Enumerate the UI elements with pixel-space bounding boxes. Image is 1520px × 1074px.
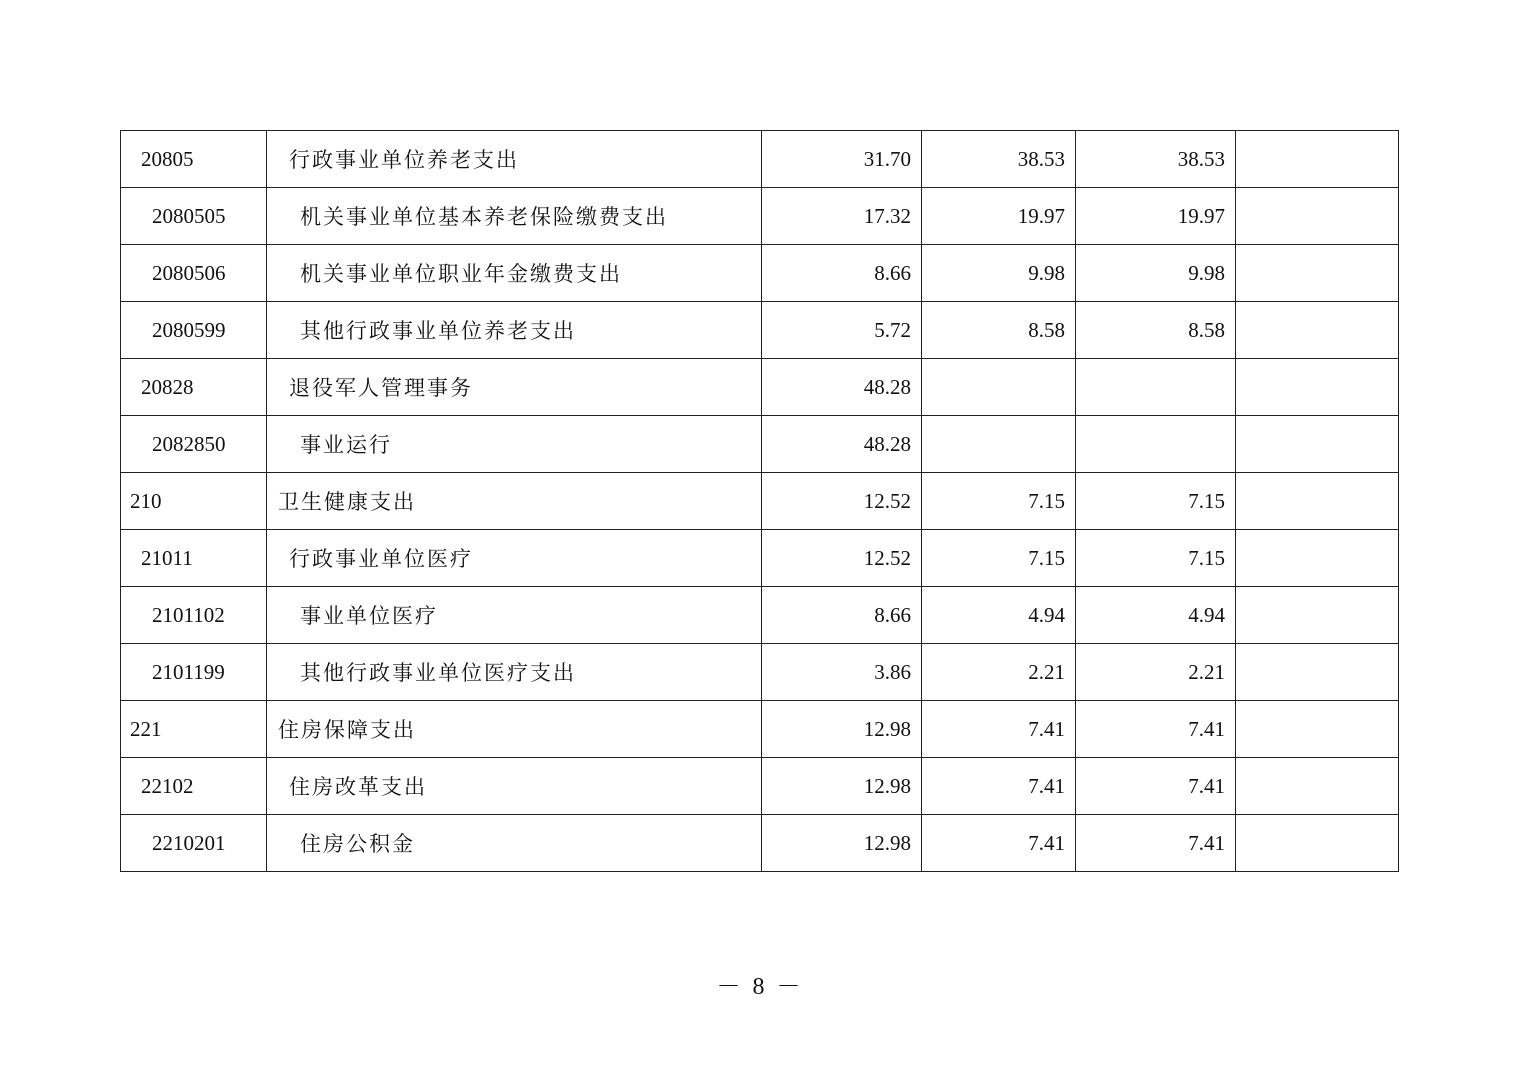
subject-code-cell: 210 bbox=[121, 473, 267, 530]
table-row bbox=[121, 188, 1399, 245]
subject-name-cell: 其他行政事业单位养老支出 bbox=[267, 302, 762, 359]
value-cell-4 bbox=[1236, 131, 1399, 188]
value-cell-1: 48.28 bbox=[762, 416, 922, 473]
value-cell-4 bbox=[1236, 359, 1399, 416]
value-cell-2: 7.41 bbox=[922, 815, 1076, 872]
table-row bbox=[121, 131, 1399, 188]
value-cell-3: 7.15 bbox=[1076, 473, 1236, 530]
value-cell-1: 48.28 bbox=[762, 359, 922, 416]
value-cell-2: 7.41 bbox=[922, 701, 1076, 758]
subject-code-cell: 20828 bbox=[121, 359, 267, 416]
value-cell-3: 7.41 bbox=[1076, 758, 1236, 815]
value-cell-4 bbox=[1236, 644, 1399, 701]
value-cell-3: 2.21 bbox=[1076, 644, 1236, 701]
subject-name-cell: 机关事业单位职业年金缴费支出 bbox=[267, 245, 762, 302]
value-cell-1: 8.66 bbox=[762, 587, 922, 644]
value-cell-4 bbox=[1236, 701, 1399, 758]
subject-code-cell: 20805 bbox=[121, 131, 267, 188]
value-cell-2: 2.21 bbox=[922, 644, 1076, 701]
value-cell-4 bbox=[1236, 530, 1399, 587]
subject-name-cell: 住房保障支出 bbox=[267, 701, 762, 758]
budget-table-body bbox=[121, 131, 1399, 872]
value-cell-2: 7.41 bbox=[922, 758, 1076, 815]
subject-code-cell: 2080599 bbox=[121, 302, 267, 359]
subject-name-cell: 事业运行 bbox=[267, 416, 762, 473]
value-cell-1: 17.32 bbox=[762, 188, 922, 245]
subject-code-cell: 221 bbox=[121, 701, 267, 758]
value-cell-1: 31.70 bbox=[762, 131, 922, 188]
value-cell-1: 12.98 bbox=[762, 758, 922, 815]
value-cell-1: 12.52 bbox=[762, 473, 922, 530]
table-row bbox=[121, 416, 1399, 473]
value-cell-1: 12.98 bbox=[762, 815, 922, 872]
subject-name-cell: 住房公积金 bbox=[267, 815, 762, 872]
value-cell-4 bbox=[1236, 302, 1399, 359]
table-row bbox=[121, 758, 1399, 815]
subject-code-cell: 21011 bbox=[121, 530, 267, 587]
value-cell-3: 4.94 bbox=[1076, 587, 1236, 644]
value-cell-1: 12.98 bbox=[762, 701, 922, 758]
value-cell-4 bbox=[1236, 188, 1399, 245]
value-cell-3: 9.98 bbox=[1076, 245, 1236, 302]
subject-name-cell: 事业单位医疗 bbox=[267, 587, 762, 644]
value-cell-3: 7.15 bbox=[1076, 530, 1236, 587]
page-number: － 8 － bbox=[716, 974, 804, 1000]
subject-name-cell: 其他行政事业单位医疗支出 bbox=[267, 644, 762, 701]
table-row bbox=[121, 473, 1399, 530]
value-cell-2: 9.98 bbox=[922, 245, 1076, 302]
subject-code-cell: 2101102 bbox=[121, 587, 267, 644]
value-cell-3: 8.58 bbox=[1076, 302, 1236, 359]
subject-name-cell: 退役军人管理事务 bbox=[267, 359, 762, 416]
table-row bbox=[121, 701, 1399, 758]
value-cell-1: 12.52 bbox=[762, 530, 922, 587]
subject-code-cell: 22102 bbox=[121, 758, 267, 815]
value-cell-2: 7.15 bbox=[922, 473, 1076, 530]
budget-table bbox=[120, 130, 1399, 872]
value-cell-4 bbox=[1236, 473, 1399, 530]
value-cell-2: 8.58 bbox=[922, 302, 1076, 359]
value-cell-2 bbox=[922, 416, 1076, 473]
subject-code-cell: 2082850 bbox=[121, 416, 267, 473]
value-cell-4 bbox=[1236, 416, 1399, 473]
value-cell-4 bbox=[1236, 758, 1399, 815]
table-row bbox=[121, 530, 1399, 587]
value-cell-3: 38.53 bbox=[1076, 131, 1236, 188]
table-row bbox=[121, 815, 1399, 872]
value-cell-3: 7.41 bbox=[1076, 701, 1236, 758]
subject-name-cell: 机关事业单位基本养老保险缴费支出 bbox=[267, 188, 762, 245]
subject-code-cell: 2080506 bbox=[121, 245, 267, 302]
value-cell-2: 19.97 bbox=[922, 188, 1076, 245]
value-cell-4 bbox=[1236, 245, 1399, 302]
value-cell-2: 4.94 bbox=[922, 587, 1076, 644]
value-cell-1: 5.72 bbox=[762, 302, 922, 359]
subject-name-cell: 卫生健康支出 bbox=[267, 473, 762, 530]
subject-name-cell: 住房改革支出 bbox=[267, 758, 762, 815]
subject-code-cell: 2101199 bbox=[121, 644, 267, 701]
value-cell-3: 19.97 bbox=[1076, 188, 1236, 245]
subject-name-cell: 行政事业单位养老支出 bbox=[267, 131, 762, 188]
value-cell-2: 38.53 bbox=[922, 131, 1076, 188]
table-row bbox=[121, 587, 1399, 644]
subject-code-cell: 2080505 bbox=[121, 188, 267, 245]
value-cell-4 bbox=[1236, 815, 1399, 872]
table-row bbox=[121, 302, 1399, 359]
value-cell-3 bbox=[1076, 359, 1236, 416]
subject-name-cell: 行政事业单位医疗 bbox=[267, 530, 762, 587]
value-cell-2: 7.15 bbox=[922, 530, 1076, 587]
value-cell-3: 7.41 bbox=[1076, 815, 1236, 872]
value-cell-1: 3.86 bbox=[762, 644, 922, 701]
table-row bbox=[121, 245, 1399, 302]
table-row bbox=[121, 359, 1399, 416]
subject-code-cell: 2210201 bbox=[121, 815, 267, 872]
value-cell-3 bbox=[1076, 416, 1236, 473]
table-row bbox=[121, 644, 1399, 701]
value-cell-1: 8.66 bbox=[762, 245, 922, 302]
value-cell-4 bbox=[1236, 587, 1399, 644]
value-cell-2 bbox=[922, 359, 1076, 416]
